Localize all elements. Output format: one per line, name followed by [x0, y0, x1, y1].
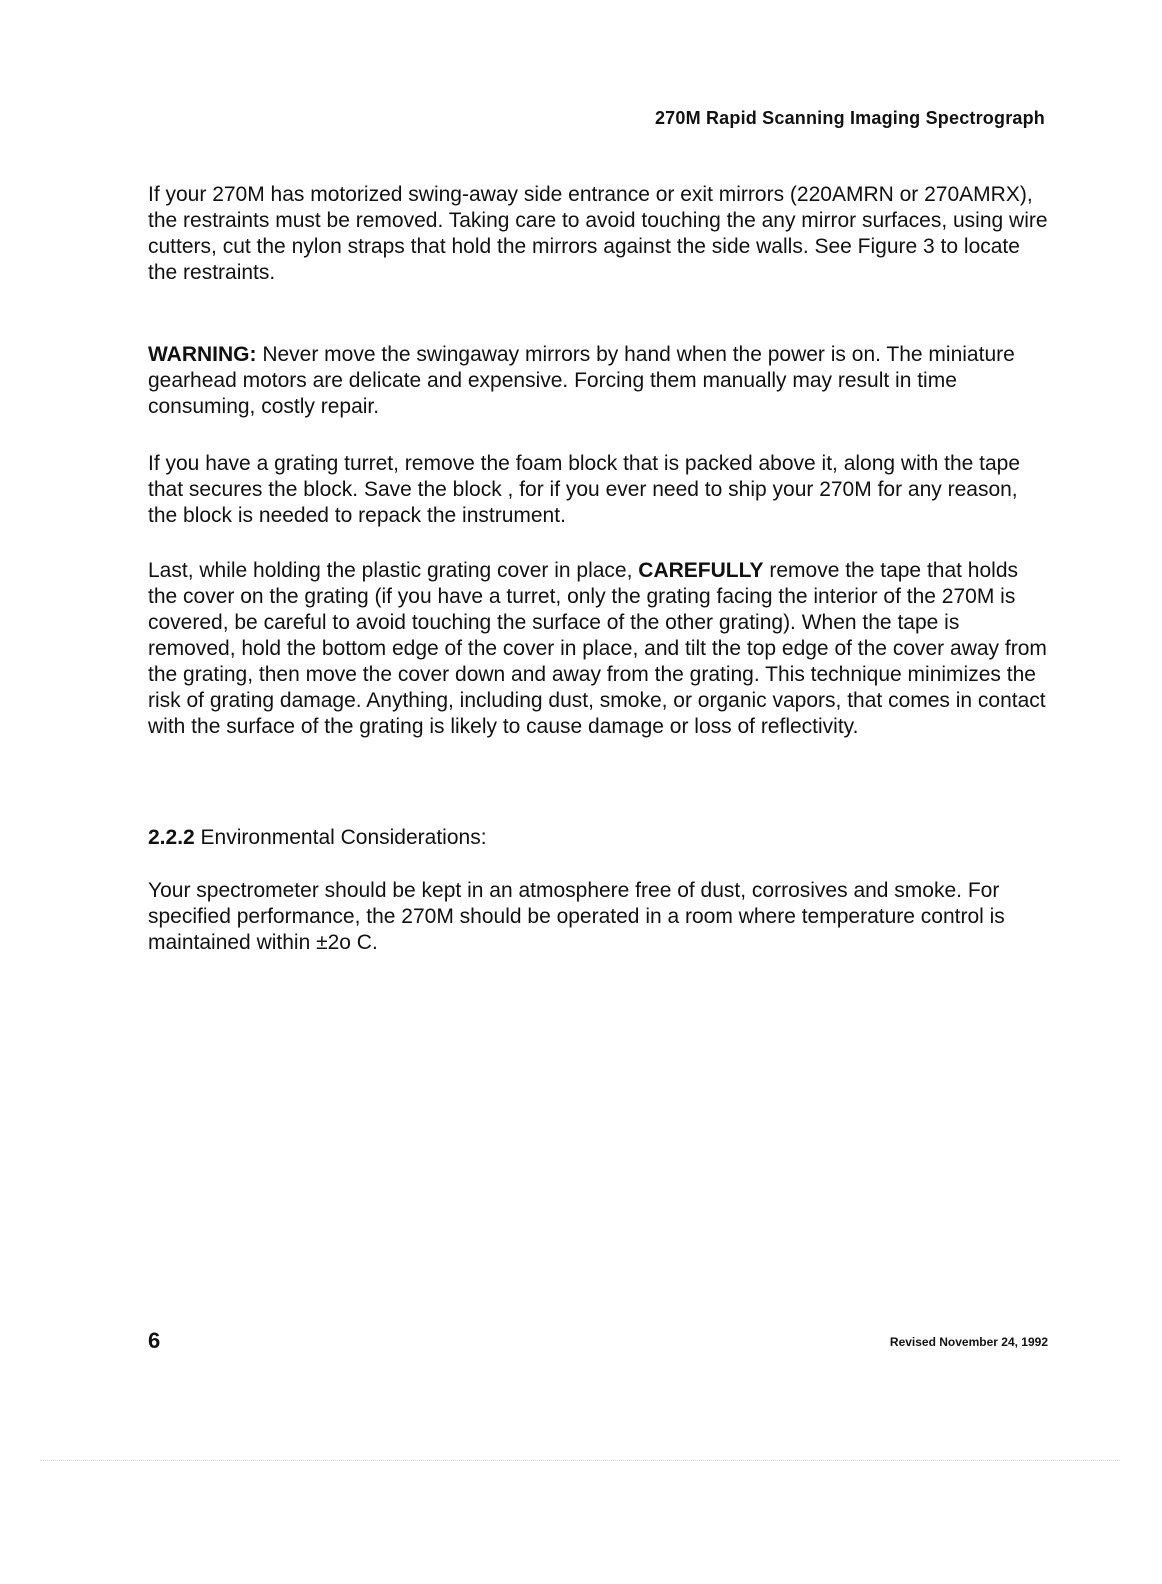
paragraph-grating-turret: If you have a grating turret, remove the foam block that is packed above it, along with the tape that secures the block. Save the block , for if you ever need to ship your 270M for any reason, the block is needed to repack the instrument.	[148, 452, 1021, 527]
paragraph-warning	[148, 342, 1048, 420]
grating-cover-text-end: remove the tape that holds the cover on the grating (if you have a turret, only the grating facing the interior of the 270M is covered, be careful to avoid touching the surface of the other grating). When the tape is removed, hold the bottom edge of the cover in place, and tilt the top edge of the cover away from the grating, then move the cover down and away from the grating. This technique minimizes the risk of grating damage. Anything, including dust, smoke, or organic vapors, that comes in contact with the surface of the grating is likely to cause damage or loss of reflectivity.	[148, 559, 1047, 738]
section-number: 2.2.2	[148, 826, 195, 849]
warning-text: Never move the swingaway mirrors by hand when the power is on. The miniature gearhead motors are delicate and expensive. Forcing them manually may result in time consuming, costly repair.	[148, 343, 1015, 418]
paragraph-environment: Your spectrometer should be kept in an atmosphere free of dust, corrosives and smoke. For specified performance, the 270M should be operated in a room where temperature control is maintained within ±2o C.	[148, 879, 1005, 954]
page-number: 6	[148, 1328, 161, 1353]
section-heading	[148, 825, 1048, 851]
revision-date: Revised November 24, 1992	[889, 1335, 1048, 1349]
carefully-emphasis: CAREFULLY	[638, 559, 764, 582]
paragraph-grating-cover	[148, 558, 1048, 740]
section-title: Environmental Considerations:	[194, 826, 487, 849]
running-header: 270M Rapid Scanning Imaging Spectrograph	[654, 108, 1045, 128]
warning-label: WARNING:	[148, 343, 257, 366]
scan-artifact-line	[40, 1460, 1120, 1461]
grating-cover-text-start: Last, while holding the plastic grating cover in place,	[148, 559, 639, 582]
paragraph-mirror-restraints: If your 270M has motorized swing-away side entrance or exit mirrors (220AMRN or 270AMRX), the restraints must be removed. Taking care to avoid touching the any mirror surfaces, using wire cutters, cut the nylon straps that hold the mirrors against the side walls. See Figure 3 to locate the restraints.	[148, 183, 1048, 284]
